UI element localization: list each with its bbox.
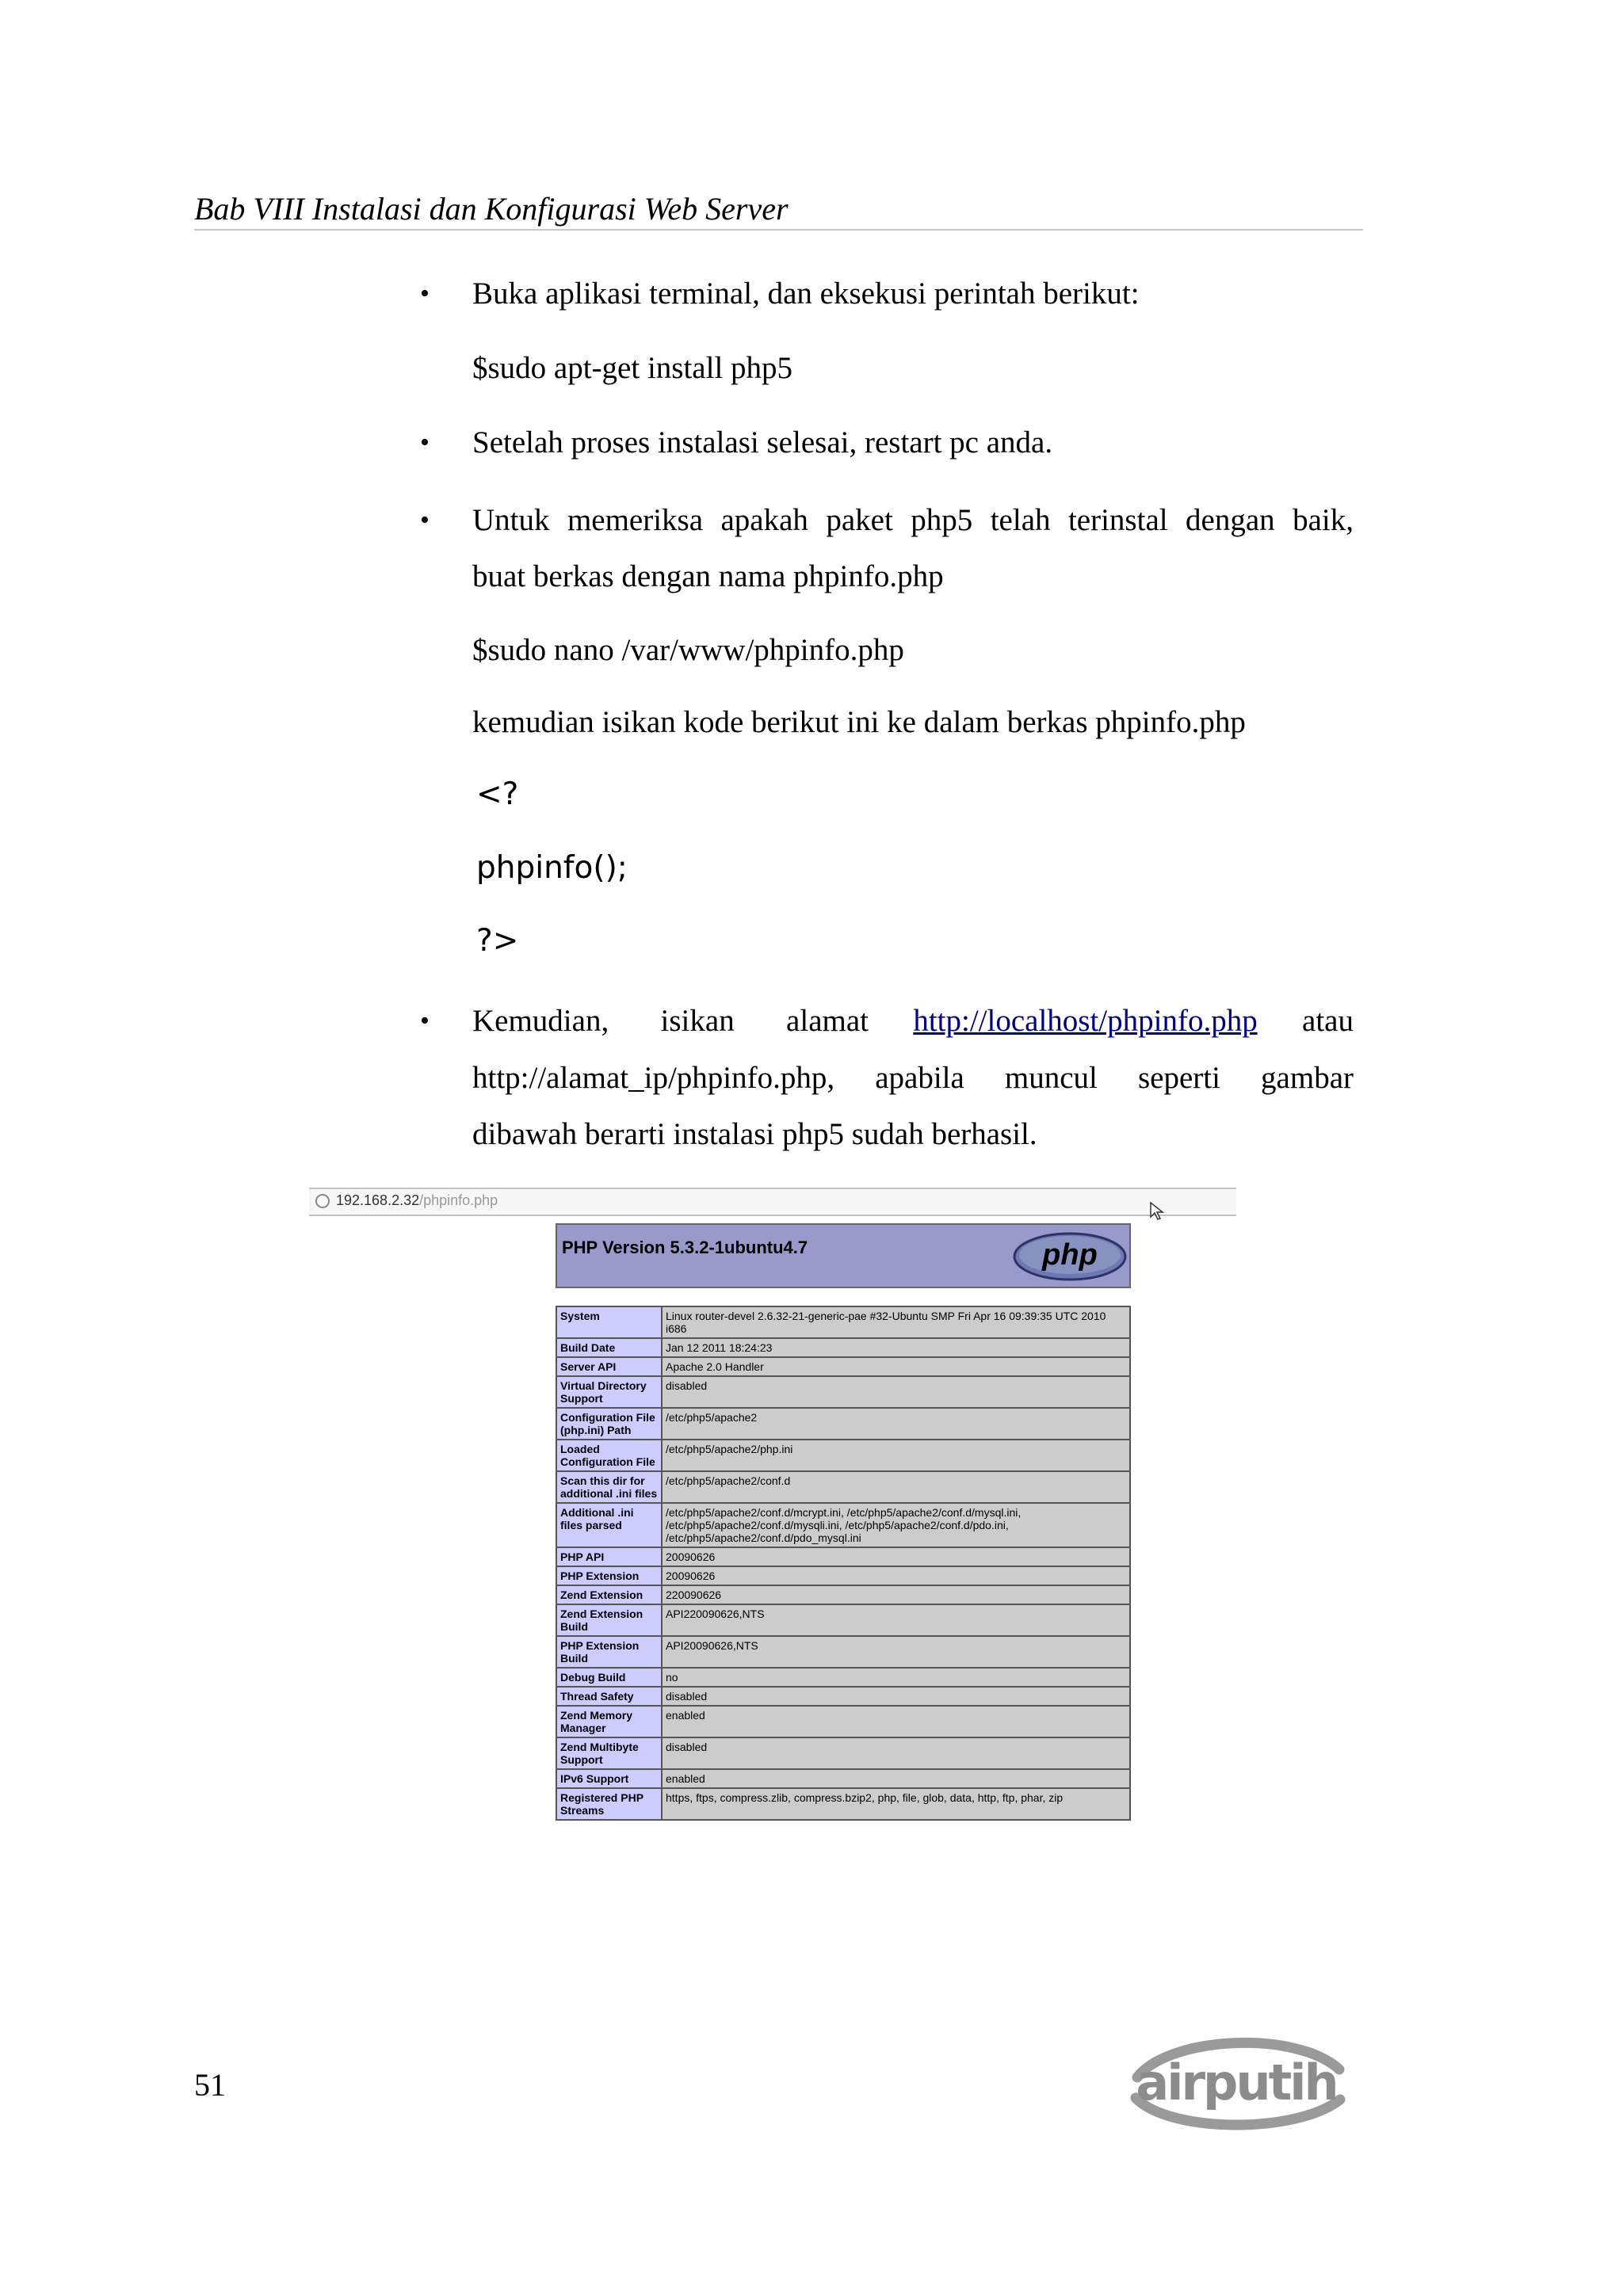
header-divider: [194, 229, 1363, 231]
row-key: Scan this dir for additional .ini files: [556, 1471, 662, 1503]
row-value: https, ftps, compress.zlib, compress.bzip2, php, file, glob, data, http, ftp, phar, zip: [662, 1788, 1130, 1820]
item4-text-part1: [472, 993, 869, 1050]
php-logo: [1012, 1231, 1128, 1282]
table-row: [556, 1687, 1130, 1706]
row-key: PHP Extension Build: [556, 1636, 662, 1668]
table-row: [556, 1668, 1130, 1687]
row-value: /etc/php5/apache2/php.ini: [662, 1440, 1130, 1471]
table-row: [556, 1376, 1130, 1408]
row-value: disabled: [662, 1737, 1130, 1769]
logo-text: airputih: [1136, 2054, 1337, 2111]
row-value: /etc/php5/apache2/conf.d: [662, 1471, 1130, 1503]
table-row: [556, 1306, 1130, 1338]
row-value: Linux router-devel 2.6.32-21-generic-pae #32-Ubuntu SMP Fri Apr 16 09:39:35 UTC 2010 i686: [662, 1306, 1130, 1338]
instruction-fill-code: kemudian isikan kode berikut ini ke dalam berkas phpinfo.php: [472, 705, 1246, 739]
row-key: Registered PHP Streams: [556, 1788, 662, 1820]
table-row: [556, 1604, 1130, 1636]
bullet-marker: •: [420, 505, 430, 535]
command-install-php5: $sudo apt-get install php5: [472, 351, 793, 385]
list-item-check-php5-line1: Untuk memeriksa apakah paket php5 telah terinstal dengan baik,: [472, 503, 1354, 537]
bullet-marker: •: [420, 1006, 430, 1035]
list-item-check-php5-line2: buat berkas dengan nama phpinfo.php: [472, 559, 944, 593]
row-value: 20090626: [662, 1566, 1130, 1585]
item4-text-part2: atau: [1302, 1004, 1354, 1038]
row-value: API220090626,NTS: [662, 1604, 1130, 1636]
php-logo-text: php: [1042, 1238, 1098, 1272]
bullet-marker: •: [420, 279, 430, 308]
table-row: [556, 1503, 1130, 1547]
globe-icon: [315, 1194, 330, 1208]
code-line-close-tag: ?>: [476, 923, 519, 959]
row-value: disabled: [662, 1687, 1130, 1706]
page-number: 51: [194, 2067, 226, 2103]
localhost-phpinfo-link[interactable]: http://localhost/phpinfo.php: [913, 1004, 1258, 1038]
row-value: 220090626: [662, 1585, 1130, 1604]
list-item-open-terminal: Buka aplikasi terminal, dan eksekusi perintah berikut:: [472, 277, 1140, 311]
url-host: 192.168.2.32: [336, 1192, 420, 1208]
php-version-title: PHP Version 5.3.2-1ubuntu4.7: [562, 1238, 808, 1257]
browser-address-bar[interactable]: [309, 1188, 1236, 1216]
page-header-title: Bab VIII Instalasi dan Konfigurasi Web Server: [194, 191, 789, 227]
row-value: API20090626,NTS: [662, 1636, 1130, 1668]
row-key: Debug Build: [556, 1668, 662, 1687]
phpinfo-table: [556, 1306, 1131, 1821]
table-row: [556, 1471, 1130, 1503]
table-row: [556, 1547, 1130, 1566]
row-value: 20090626: [662, 1547, 1130, 1566]
row-key: Loaded Configuration File: [556, 1440, 662, 1471]
row-key: Zend Memory Manager: [556, 1706, 662, 1737]
row-value: Apache 2.0 Handler: [662, 1357, 1130, 1376]
row-key: IPv6 Support: [556, 1769, 662, 1788]
row-key: System: [556, 1306, 662, 1338]
table-row: [556, 1636, 1130, 1668]
php-version-header: [556, 1223, 1131, 1288]
table-row: [556, 1566, 1130, 1585]
code-line-phpinfo: phpinfo();: [476, 850, 628, 886]
row-key: Thread Safety: [556, 1687, 662, 1706]
table-row: [556, 1338, 1130, 1357]
table-row: [556, 1706, 1130, 1737]
mouse-pointer-icon: [1149, 1201, 1165, 1222]
row-value: /etc/php5/apache2: [662, 1408, 1130, 1440]
row-key: Build Date: [556, 1338, 662, 1357]
row-key: PHP Extension: [556, 1566, 662, 1585]
browser-url: [336, 1192, 498, 1209]
list-item-open-address-line1: [472, 993, 1354, 1050]
list-item-open-address-line2: http://alamat_ip/phpinfo.php, apabila muncul seperti gambar: [472, 1061, 1354, 1095]
phpinfo-screenshot: [305, 1184, 1240, 1825]
airputih-logo: [1113, 2028, 1359, 2139]
table-row: [556, 1788, 1130, 1820]
table-row: [556, 1585, 1130, 1604]
row-key: Server API: [556, 1357, 662, 1376]
table-row: [556, 1357, 1130, 1376]
list-item-open-address-line3: dibawah berarti instalasi php5 sudah berhasil.: [472, 1117, 1037, 1151]
code-line-open-tag: <?: [476, 776, 519, 812]
table-row: [556, 1737, 1130, 1769]
row-value: no: [662, 1668, 1130, 1687]
row-value: /etc/php5/apache2/conf.d/mcrypt.ini, /etc/php5/apache2/conf.d/mysql.ini, /etc/php5/apache2/conf.d/mysqli.ini, /etc/php5/apache2/conf.d/pdo.ini, /etc/php5/apache2/conf.d/pdo_mysql.ini: [662, 1503, 1130, 1547]
row-key: Virtual Directory Support: [556, 1376, 662, 1408]
table-row: [556, 1440, 1130, 1471]
item4-word-1: Kemudian,: [472, 1004, 609, 1038]
row-value: enabled: [662, 1769, 1130, 1788]
row-value: disabled: [662, 1376, 1130, 1408]
row-value: Jan 12 2011 18:24:23: [662, 1338, 1130, 1357]
list-item-restart: Setelah proses instalasi selesai, restart pc anda.: [472, 425, 1053, 460]
row-key: Zend Extension: [556, 1585, 662, 1604]
row-key: PHP API: [556, 1547, 662, 1566]
row-key: Additional .ini files parsed: [556, 1503, 662, 1547]
command-nano-phpinfo: $sudo nano /var/www/phpinfo.php: [472, 633, 904, 667]
item4-word-3: alamat: [786, 1004, 869, 1038]
item4-word-2: isikan: [660, 1004, 735, 1038]
row-key: Zend Multibyte Support: [556, 1737, 662, 1769]
bullet-marker: •: [420, 428, 430, 457]
row-key: Configuration File (php.ini) Path: [556, 1408, 662, 1440]
row-key: Zend Extension Build: [556, 1604, 662, 1636]
row-value: enabled: [662, 1706, 1130, 1737]
url-path: /phpinfo.php: [419, 1192, 498, 1208]
table-row: [556, 1769, 1130, 1788]
table-row: [556, 1408, 1130, 1440]
